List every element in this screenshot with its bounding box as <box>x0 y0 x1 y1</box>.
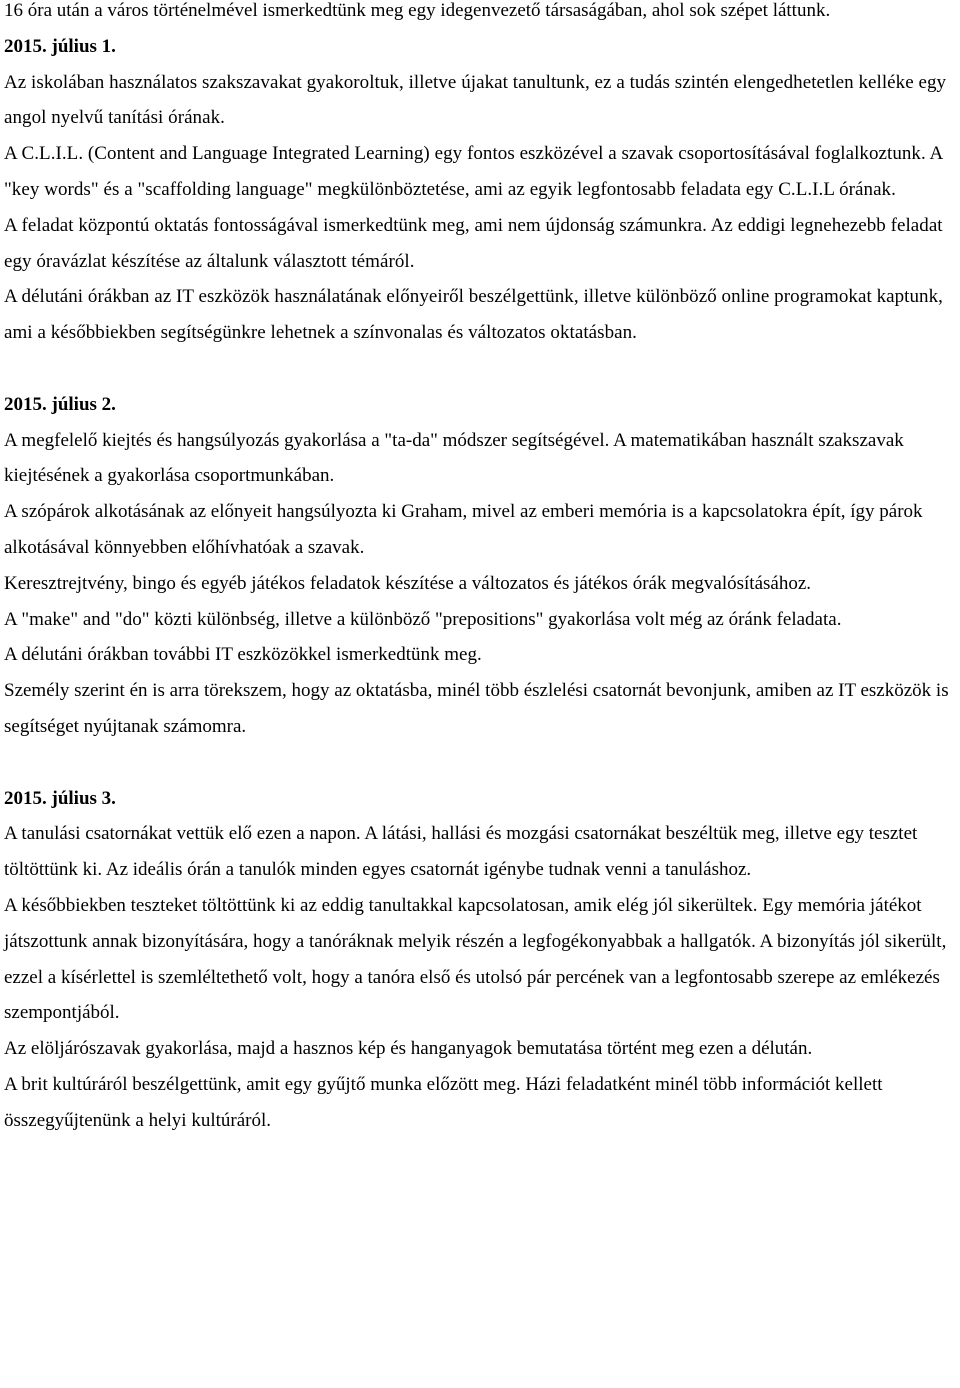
paragraph: Keresztrejtvény, bingo és egyéb játékos feladatok készítése a változatos és játékos órák megvalósításához. <box>4 572 812 594</box>
paragraph: A tanulási csatornákat vettük elő ezen a napon. A látási, hallási és mozgási csatornákat beszéltük meg, illetve egy tesztet töltöttünk ki. Az ideális órán a tanulók minden egyes csatornát igénybe tudnak venni a tanuláshoz. <box>4 823 918 881</box>
section-intro <box>4 0 958 29</box>
paragraph: Az iskolában használatos szakszavakat gyakoroltuk, illetve újakat tanultunk, ez a tudás szintén elengedhetetlen kelléke egy angol nyelvű tanítási órának. <box>4 71 947 129</box>
paragraph: Személy szerint én is arra törekszem, hogy az oktatásba, minél több észlelési csatornát bevonjunk, amiben az IT eszközök is segítséget nyújtanak számomra. <box>4 680 949 737</box>
paragraph: A brit kultúráról beszélgettünk, amit egy gyűjtő munka előzött meg. Házi feladatként minél több információt kellett összegyűjtenünk a helyi kultúráról. <box>4 1073 883 1131</box>
paragraph: A feladat központú oktatás fontosságával ismerkedtünk meg, ami nem újdonság számunkra. Az eddigi legnehezebb feladat egy óravázlat készítése az általunk választott témáról. <box>4 214 943 272</box>
date-heading: 2015. július 1. <box>4 35 116 57</box>
paragraph: A szópárok alkotásának az előnyeit hangsúlyozta ki Graham, mivel az emberi memória is a kapcsolatokra épít, így párok alkotásával könnyebben előhívhatóak a szavak. <box>4 501 923 558</box>
date-heading: 2015. július 2. <box>4 393 116 415</box>
date-heading: 2015. július 3. <box>4 787 116 809</box>
section-july-1 <box>4 29 958 351</box>
document-page <box>4 0 958 1139</box>
section-july-3 <box>4 781 958 1139</box>
blank-line <box>4 351 958 387</box>
paragraph: A C.L.I.L. (Content and Language Integrated Learning) egy fontos eszközével a szavak csoportosításával foglalkoztunk. A "key words" és a "scaffolding language" megkülönböztetése, ami az egyik legfontosabb feladata egy C.L.I.L órának. <box>4 143 943 200</box>
paragraph: A "make" and "do" közti különbség, illetve a különböző "prepositions" gyakorlása volt még az óránk feladata. <box>4 608 842 630</box>
paragraph: A délutáni órákban az IT eszközök használatának előnyeiről beszélgettünk, illetve különböző online programokat kaptunk, ami a későbbiekben segítségünkre lehetnek a színvonalas és változatos oktatásban. <box>4 286 943 344</box>
paragraph: Az elöljárószavak gyakorlása, majd a hasznos kép és hanganyagok bemutatása történt meg ezen a délután. <box>4 1038 813 1060</box>
section-july-2 <box>4 387 958 745</box>
paragraph: 16 óra után a város történelmével ismerkedtünk meg egy idegenvezető társaságában, ahol sok szépet láttunk. <box>4 0 831 21</box>
blank-line <box>4 745 958 781</box>
paragraph: A későbbiekben teszteket töltöttünk ki az eddig tanultakkal kapcsolatosan, amik elég jól sikerültek. Egy memória játékot játszottunk annak bizonyítására, hogy a tanóráknak melyik részén a legfogékonyabbak a hallgatók. A bizonyítás jól sikerült, ezzel a kísérlettel is szemléltethető volt, hogy a tanóra első és utolsó pár percének van a legfontosabb szerepe az emlékezés szempontjából. <box>4 894 947 1024</box>
paragraph: A délutáni órákban további IT eszközökkel ismerkedtünk meg. <box>4 644 482 666</box>
paragraph: A megfelelő kiejtés és hangsúlyozás gyakorlása a "ta-da" módszer segítségével. A matematikában használt szakszavak kiejtésének a gyakorlása csoportmunkában. <box>4 429 904 487</box>
